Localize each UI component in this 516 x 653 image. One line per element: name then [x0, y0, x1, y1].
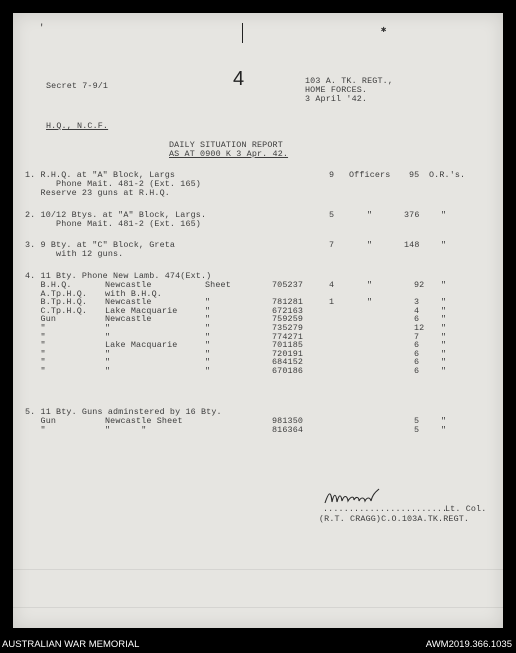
- item-3-ditto: ": [441, 240, 447, 250]
- item-4-row-cell-a: ": [25, 348, 46, 359]
- item-4-row-cell-g: 7: [414, 331, 420, 342]
- item-4-row-cell-f: ": [367, 297, 373, 308]
- item-5-row-cell-a: Gun: [25, 416, 57, 426]
- item-1-officers-label: Officers: [349, 170, 391, 180]
- signature-dots: ........................: [323, 504, 448, 514]
- item-4-row-cell-d: 701185: [272, 340, 304, 351]
- item-4-row-cell-h: ": [441, 357, 447, 368]
- item-5-row-cell-h: ": [441, 424, 447, 435]
- item-5-row-cell-d: 981350: [272, 416, 304, 426]
- item-1-line-1: 1. R.H.Q. at "A" Block, Largs: [25, 170, 176, 180]
- signature-rank: Lt. Col.: [445, 504, 487, 514]
- item-4-row-cell-c: ": [205, 331, 211, 342]
- item-2-ditto: ": [441, 210, 447, 220]
- item-4-row-cell-h: ": [441, 348, 447, 359]
- item-2-line-2: Phone Mait. 481-2 (Ext. 165): [25, 219, 201, 229]
- item-2-officers: 5: [329, 210, 335, 220]
- item-5-row-cell-a: ": [25, 424, 46, 435]
- item-4-row-cell-b: Lake Macquarie: [105, 340, 178, 351]
- item-4-row-cell-g: 6: [414, 366, 420, 376]
- item-3-ditto: ": [367, 240, 373, 250]
- item-5-row-cell-h: ": [441, 416, 447, 426]
- report-subtitle: AS AT 0900 K 3 Apr. 42.: [169, 149, 289, 159]
- item-4-row-cell-d: 720191: [272, 348, 304, 359]
- item-4-row-cell-b: Newcastle: [105, 280, 152, 290]
- item-4-row-cell-d: 672163: [272, 305, 304, 316]
- item-4-row-cell-h: ": [441, 305, 447, 316]
- item-2-ors: 376: [404, 210, 420, 220]
- item-5-row-cell-b: Newcastle Sheet: [105, 416, 183, 426]
- item-5-row-cell-g: 5: [414, 416, 420, 426]
- footer-institution: AUSTRALIAN WAR MEMORIAL: [2, 639, 140, 650]
- item-4-row-cell-a: B.H.Q.: [25, 280, 72, 290]
- signature-name: (R.T. CRAGG)C.O.103A.TK.REGT.: [319, 514, 470, 524]
- item-4-row-cell-g: 6: [414, 357, 420, 368]
- item-4-row-cell-c: ": [205, 314, 211, 325]
- item-4-row-cell-a: ": [25, 340, 46, 351]
- item-4-row-cell-g: 4: [414, 305, 420, 316]
- item-4-row-cell-g: 6: [414, 340, 420, 351]
- item-4-row-cell-g: 92: [414, 280, 425, 290]
- item-5-row-cell-d: 816364: [272, 424, 304, 435]
- item-4-row-cell-a: B.Tp.H.Q.: [25, 297, 88, 308]
- reference-number: Secret 7-9/1: [46, 81, 109, 91]
- item-4-row-cell-c: ": [205, 305, 211, 316]
- item-3-line-1: 3. 9 Bty. at "C" Block, Greta: [25, 240, 176, 250]
- item-4-row-cell-h: ": [441, 366, 447, 376]
- item-4-row-cell-d: 759259: [272, 314, 304, 325]
- item-4-row-cell-c: ": [205, 323, 211, 333]
- item-4-row-cell-c: ": [205, 357, 211, 368]
- item-4-row-cell-a: ": [25, 323, 46, 333]
- item-4-row-cell-f: ": [367, 280, 373, 290]
- item-1-ors-label: O.R.'s.: [429, 170, 466, 180]
- unit-line-1: 103 A. TK. REGT.,: [305, 76, 393, 86]
- fold-line: [13, 607, 503, 608]
- item-4-row-cell-d: 774271: [272, 331, 304, 342]
- item-4-row-cell-c: ": [205, 366, 211, 376]
- item-4-row-cell-h: ": [441, 280, 447, 290]
- item-4-row-cell-e: 1: [329, 297, 335, 308]
- item-1-line-3: Reserve 23 guns at R.H.Q.: [25, 188, 170, 198]
- item-4-row-cell-g: 6: [414, 348, 420, 359]
- item-4-row-cell-h: ": [441, 297, 447, 308]
- unit-date: 3 April '42.: [305, 94, 368, 104]
- item-4-row-cell-d: 781281: [272, 297, 304, 308]
- item-4-row-cell-b: Newcastle: [105, 314, 152, 325]
- item-1-line-2: Phone Mait. 481-2 (Ext. 165): [25, 179, 201, 189]
- item-4-row-cell-b: Lake Macquarie: [105, 305, 178, 316]
- addressee: H.Q., N.C.F.: [46, 121, 109, 131]
- document-page: [13, 13, 503, 628]
- item-4-row-cell-c: ": [205, 340, 211, 351]
- item-4-row-cell-b: ": [105, 357, 111, 368]
- item-4-row-cell-a: Gun: [25, 314, 57, 325]
- item-3-officers: 7: [329, 240, 335, 250]
- item-1-officers: 9: [329, 170, 335, 180]
- item-4-row-cell-b: ": [105, 331, 111, 342]
- item-5-row-cell-g: 5: [414, 424, 420, 435]
- item-4-row-cell-b: ": [105, 366, 111, 376]
- item-4-row-cell-b: with B.H.Q.: [105, 288, 162, 299]
- item-2-ditto: ": [367, 210, 373, 220]
- item-4-row-cell-h: ": [441, 331, 447, 342]
- footer-accession-number: AWM2019.366.1035: [425, 639, 512, 650]
- page-number: 4: [233, 68, 245, 90]
- item-2-line-1: 2. 10/12 Btys. at "A" Block, Largs.: [25, 210, 207, 220]
- item-4-row-cell-d: 705237: [272, 280, 304, 290]
- item-4-row-cell-a: ": [25, 331, 46, 342]
- item-4-row-cell-a: A.Tp.H.Q.: [25, 288, 88, 299]
- ink-mark: ✱: [381, 25, 387, 35]
- item-4-row-cell-b: ": [105, 348, 111, 359]
- item-4-row-cell-d: 670186: [272, 366, 304, 376]
- item-4-row-cell-c: Sheet: [205, 280, 231, 290]
- item-4-row-cell-h: ": [441, 323, 447, 333]
- item-5-row-cell-b: " ": [105, 424, 147, 435]
- fold-line: [13, 569, 503, 570]
- item-4-row-cell-a: C.Tp.H.Q.: [25, 305, 88, 316]
- report-title: DAILY SITUATION REPORT: [169, 140, 283, 150]
- item-4-row-cell-b: Newcastle: [105, 297, 152, 308]
- item-4-row-cell-g: 3: [414, 297, 420, 308]
- item-4-row-cell-d: 735279: [272, 323, 304, 333]
- item-4-row-cell-h: ": [441, 314, 447, 325]
- item-4-row-cell-d: 684152: [272, 357, 304, 368]
- item-4-row-cell-b: ": [105, 323, 111, 333]
- item-1-ors: 95: [409, 170, 420, 180]
- item-4-row-cell-c: ": [205, 348, 211, 359]
- pen-mark: [242, 23, 243, 43]
- punch-mark: ': [39, 23, 45, 33]
- unit-line-2: HOME FORCES.: [305, 85, 368, 95]
- item-3-line-2: with 12 guns.: [25, 249, 124, 259]
- item-4-row-cell-a: ": [25, 366, 46, 376]
- item-4-row-cell-c: ": [205, 297, 211, 308]
- item-3-ors: 148: [404, 240, 420, 250]
- item-4-heading: 4. 11 Bty. Phone New Lamb. 474(Ext.): [25, 271, 212, 281]
- item-4-row-cell-h: ": [441, 340, 447, 351]
- item-4-row-cell-e: 4: [329, 280, 335, 290]
- item-4-row-cell-g: 6: [414, 314, 420, 325]
- item-4-row-cell-g: 12: [414, 323, 425, 333]
- item-4-row-cell-a: ": [25, 357, 46, 368]
- item-5-heading: 5. 11 Bty. Guns adminstered by 16 Bty.: [25, 407, 222, 417]
